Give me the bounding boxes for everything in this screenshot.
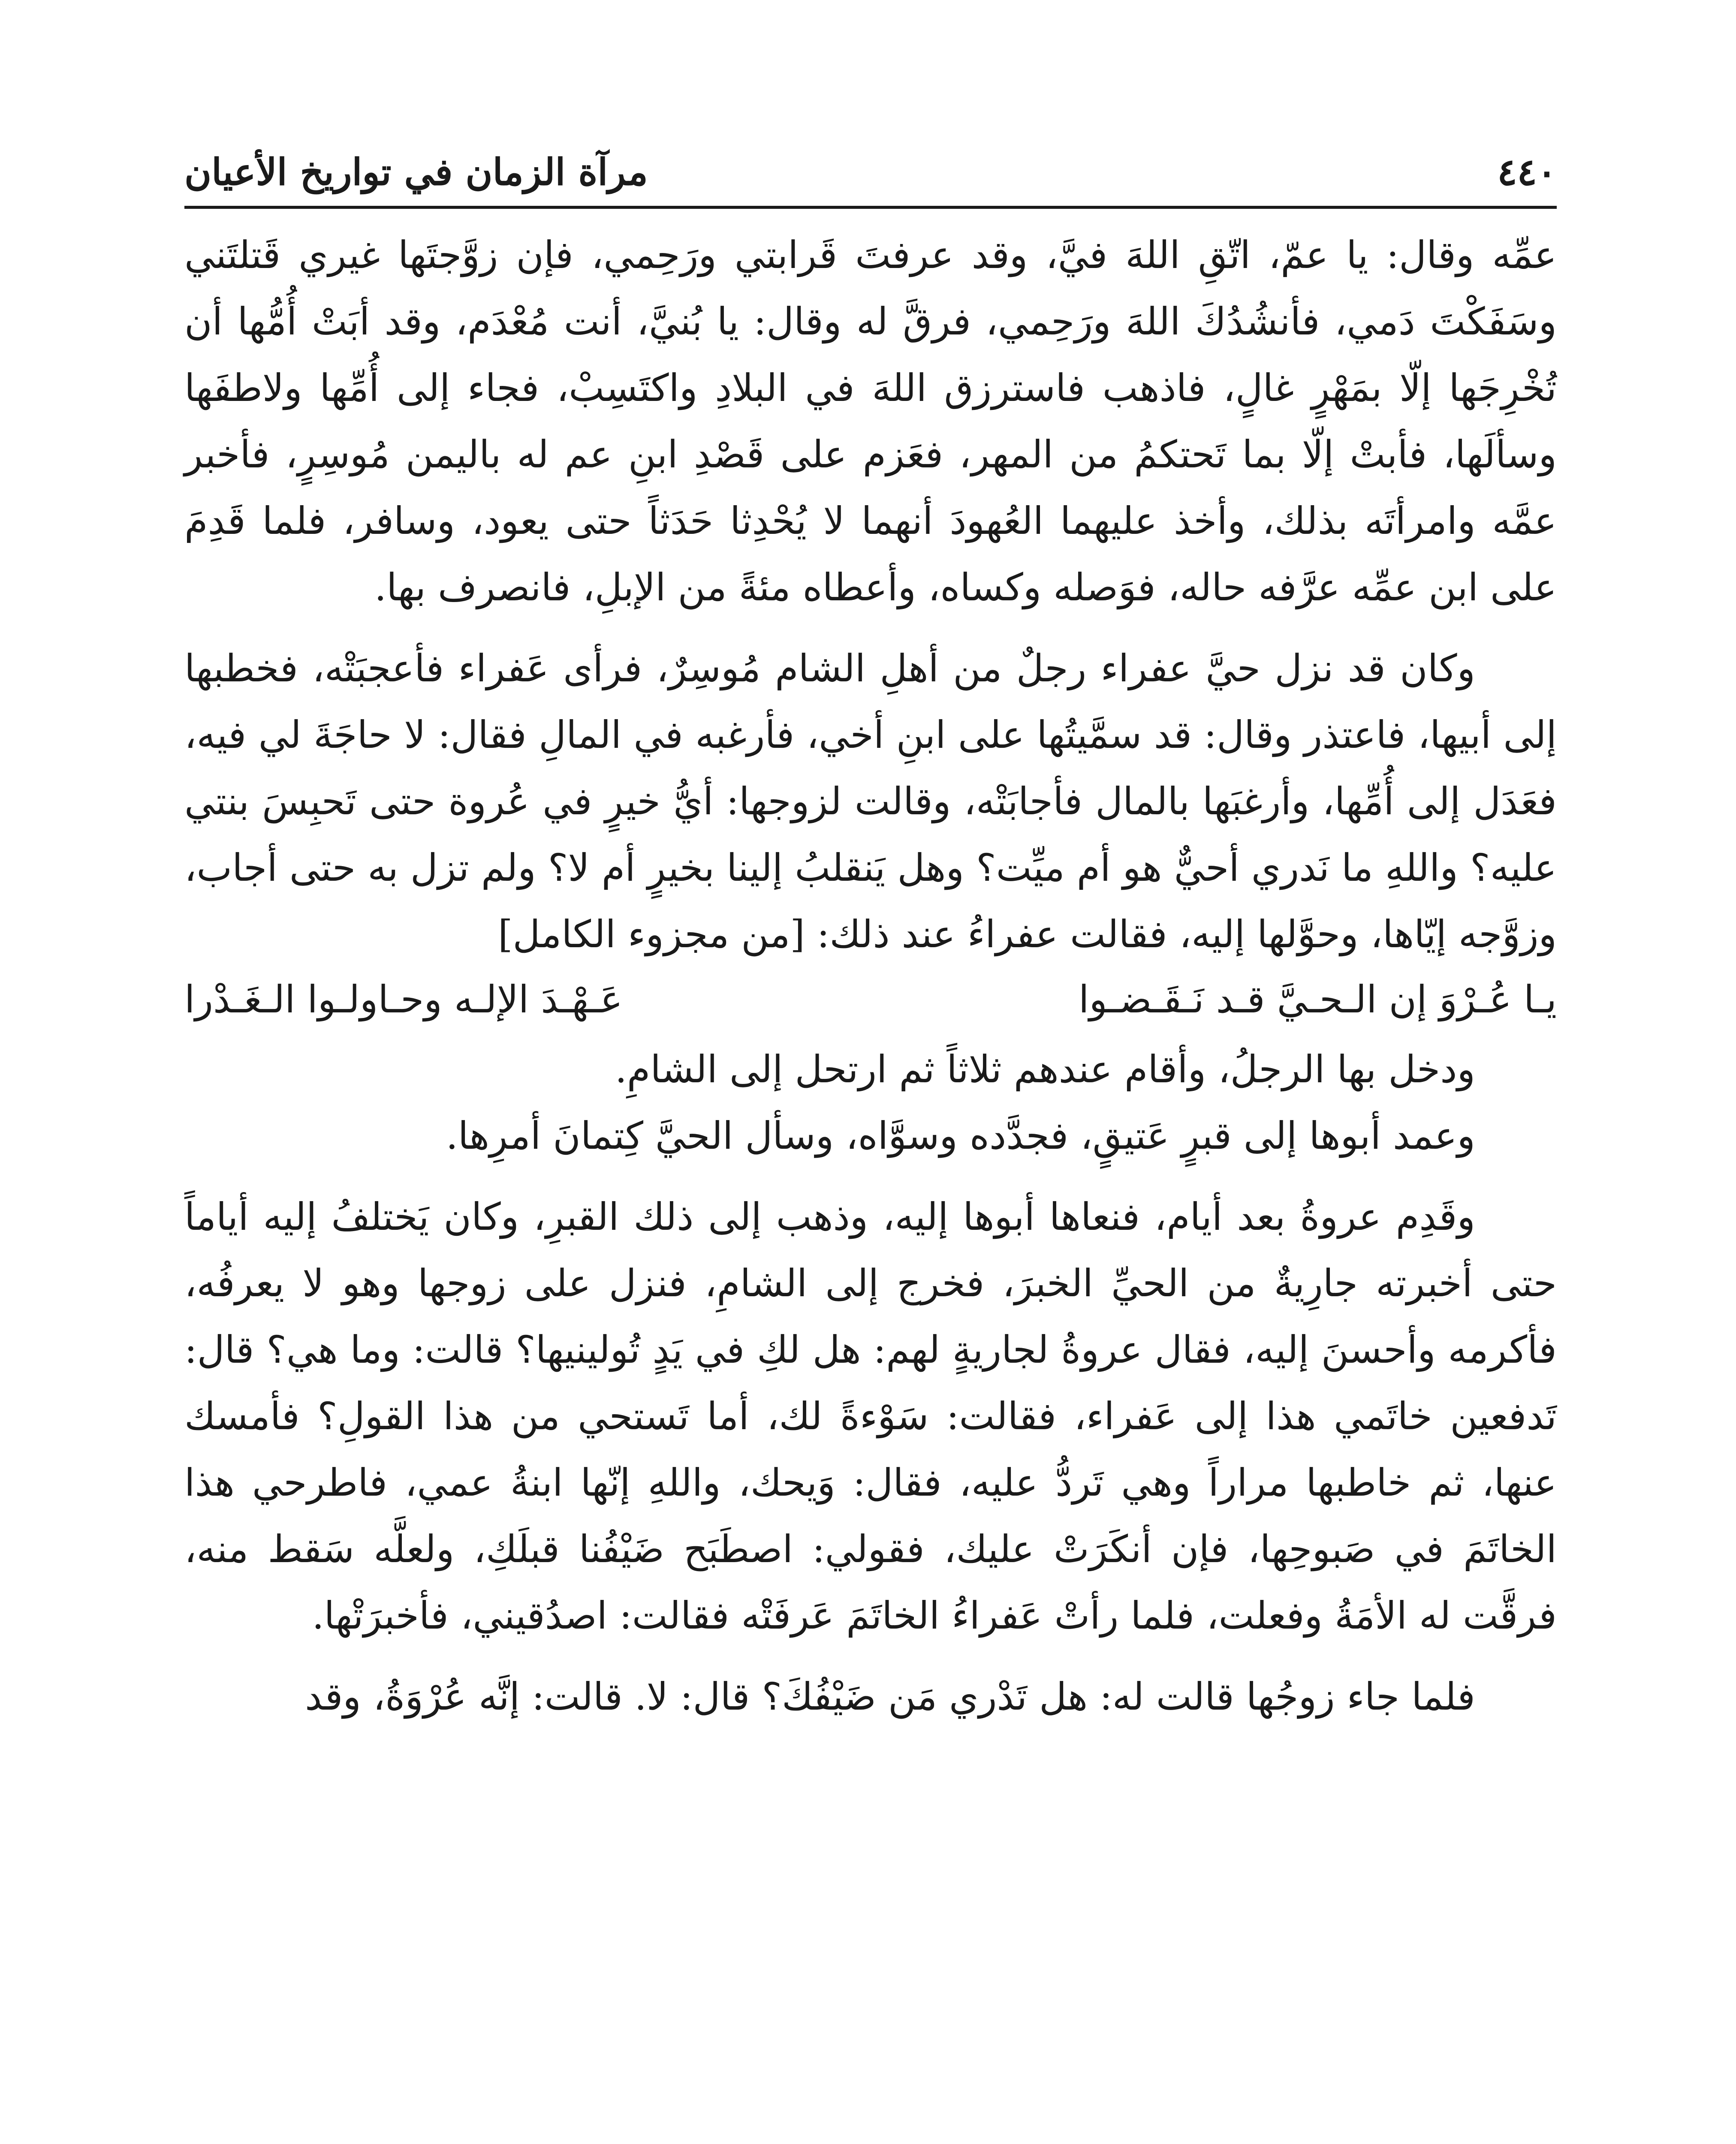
paragraph: ودخل بها الرجلُ، وأقام عندهم ثلاثاً ثم ارتحل إلى الشامِ. bbox=[615, 1047, 1475, 1091]
page-number: ٤٤٠ bbox=[1497, 151, 1557, 194]
page-body bbox=[184, 209, 1557, 1730]
paragraph: وكان قد نزل حيَّ عفراء رجلٌ من أهلِ الشام مُوسِرٌ، فرأى عَفراء فأعجبَتْه، فخطبها إلى أبيها، فاعتذر وقال: قد سمَّيتُها على ابنِ أخي، فأرغبه في المالِ فقال: لا حاجَةَ لي فيه، فعَدَل إلى أُمِّها، وأرغبَها بالمال فأجابَتْه، وقالت لزوجها: أيُّ خيرٍ في عُروة حتى تَحبِسَ بنتي عليه؟ واللهِ ما نَدري أحيٌّ هو أم ميِّت؟ وهل يَنقلبُ إلينا بخيرٍ أم لا؟ ولم تزل به حتى أجاب، وزوَّجه إيّاها، وحوَّلها إليه، فقالت عفراءُ عند ذلك: [من مجزوء الكامل] bbox=[184, 646, 1557, 956]
document-page bbox=[184, 129, 1557, 2144]
paragraph: وعمد أبوها إلى قبرٍ عَتيقٍ، فجدَّده وسوَّاه، وسأل الحيَّ كِتمانَ أمرِها. bbox=[446, 1114, 1475, 1158]
running-title: مرآة الزمان في تواريخ الأعيان bbox=[184, 151, 648, 194]
paragraph: وقَدِم عروةُ بعد أيام، فنعاها أبوها إليه، وذهب إلى ذلك القبرِ، وكان يَختلفُ إليه أياماً حتى أخبرته جارِيةٌ من الحيِّ الخبرَ، فخرج إلى الشامِ، فنزل على زوجها وهو لا يعرفُه، فأكرمه وأحسنَ إليه، فقال عروةُ لجاريةٍ لهم: هل لكِ في يَدٍ تُولينيها؟ قالت: وما هي؟ قال: تَدفعين خاتَمي هذا إلى عَفراء، فقالت: سَوْءةً لك، أما تَستحي من هذا القولِ؟ فأمسك عنها، ثم خاطبها مراراً وهي تَردُّ عليه، فقال: وَيحك، واللهِ إنّها ابنةُ عمي، فاطرحي هذا الخاتَمَ في صَبوحِها، فإن أنكَرَتْ عليك، فقولي: اصطَبَح ضَيْفُنا قبلَكِ، ولعلَّه سَقط منه، فرقَّت له الأمَةُ وفعلت، فلما رأتْ عَفراءُ الخاتَمَ عَرفَتْه فقالت: اصدُقيني، فأخبرَتْها. bbox=[184, 1195, 1557, 1638]
verse-second-hemistich: عَـهْـدَ الإلـه وحـاولـوا الـغَـدْرا bbox=[184, 977, 623, 1021]
page-header bbox=[184, 129, 1557, 209]
poem-verse bbox=[184, 967, 1557, 1032]
verse-first-hemistich: يـا عُـرْوَ إن الـحـيَّ قـد نَـقَـضـوا bbox=[1079, 977, 1557, 1021]
paragraph: فلما جاء زوجُها قالت له: هل تَدْري مَن ضَيْفُكَ؟ قال: لا. قالت: إنَّه عُرْوَةُ، وقد bbox=[305, 1674, 1475, 1719]
paragraph: عمِّه وقال: يا عمّ، اتّقِ اللهَ فيَّ، وقد عرفتَ قَرابتي ورَحِمي، فإن زوَّجتَها غيري قَتلتَني وسَفَكْتَ دَمي، فأنشُدُكَ اللهَ ورَحِمي، فرقَّ له وقال: يا بُنيَّ، أنت مُعْدَم، وقد أبَتْ أُمُّها أن تُخْرِجَها إلّا بمَهْرٍ غالٍ، فاذهب فاسترزق اللهَ في البلادِ واكتَسِبْ، فجاء إلى أُمِّها ولاطفَها وسألَها، فأبتْ إلّا بما تَحتكمُ من المهر، فعَزم على قَصْدِ ابنِ عم له باليمن مُوسِرٍ، فأخبر عمَّه وامرأتَه بذلك، وأخذ عليهما العُهودَ أنهما لا يُحْدِثا حَدَثاً حتى يعود، وسافر، فلما قَدِمَ على ابن عمِّه عرَّفه حاله، فوَصله وكساه، وأعطاه مئةً من الإبلِ، فانصرف بها. bbox=[184, 233, 1557, 609]
